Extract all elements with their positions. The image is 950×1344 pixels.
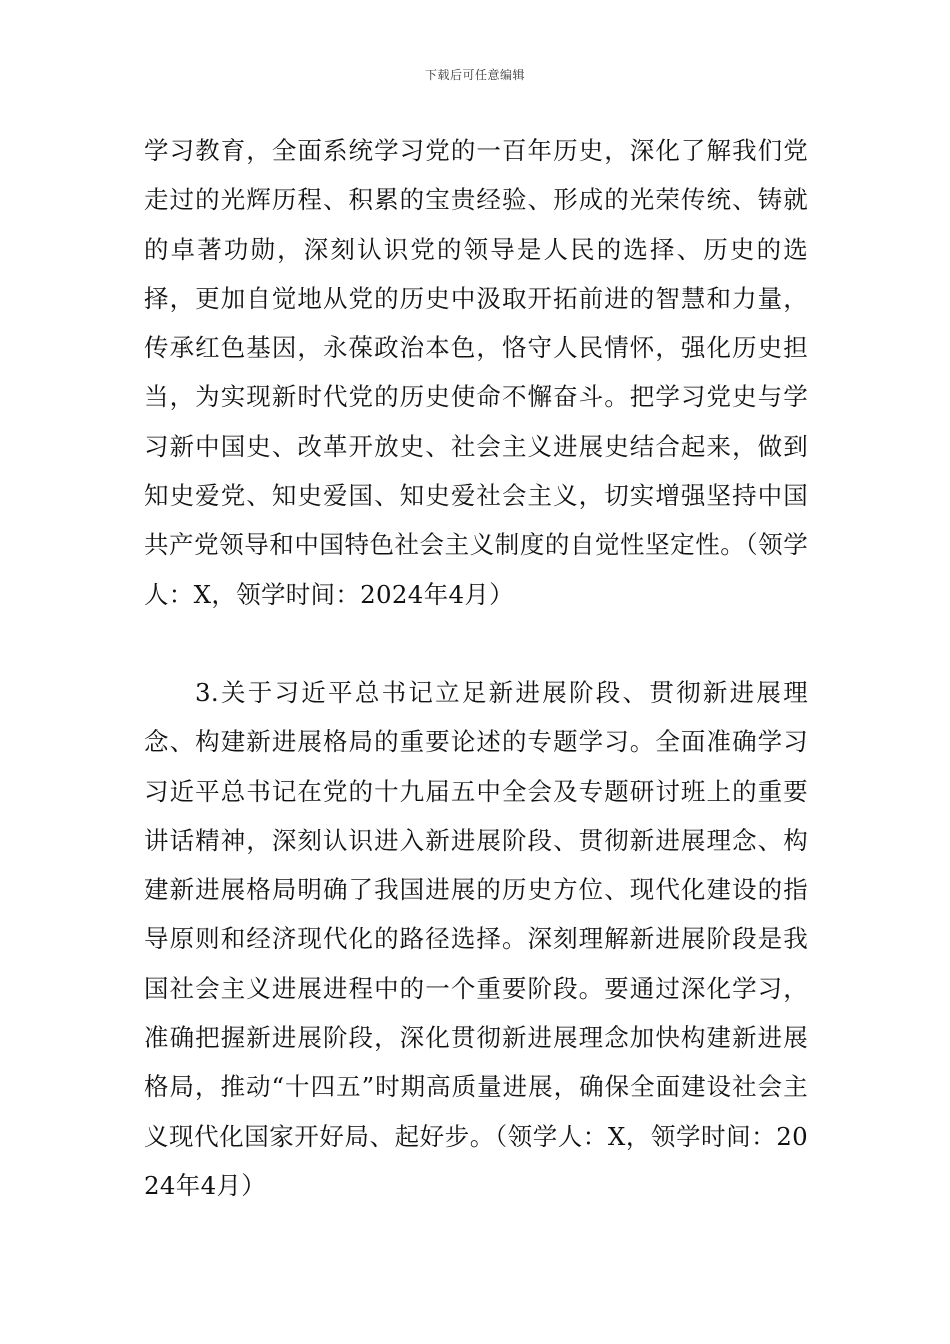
document-body: [144, 126, 808, 1210]
paragraph-item-3: 3.关于习近平总书记立足新进展阶段、贯彻新进展理念、构建新进展格局的重要论述的专题学习。全面准确学习习近平总书记在党的十九届五中全会及专题研讨班上的重要讲话精神，深刻认识进入新进展阶段、贯彻新进展理念、构建新进展格局明确了我国进展的历史方位、现代化建设的指导原则和经济现代化的路径选择。深刻理解新进展阶段是我国社会主义进展进程中的一个重要阶段。要通过深化学习，准确把握新进展阶段，深化贯彻新进展理念加快构建新进展格局，推动“十四五”时期高质量进展，确保全面建设社会主义现代化国家开好局、起好步。（领学人：X，领学时间：2024年4月）: [144, 677, 808, 1200]
paragraph-continuation: 学习教育，全面系统学习党的一百年历史，深化了解我们党走过的光辉历程、积累的宝贵经验、形成的光荣传统、铸就的卓著功勋，深刻认识党的领导是人民的选择、历史的选择，更加自觉地从党的历史中汲取开拓前进的智慧和力量，传承红色基因，永葆政治本色，恪守人民情怀，强化历史担当，为实现新时代党的历史使命不懈奋斗。把学习党史与学习新中国史、改革开放史、社会主义进展史结合起来，做到知史爱党、知史爱国、知史爱社会主义，切实增强坚持中国共产党领导和中国特色社会主义制度的自觉性坚定性。（领学人：X，领学时间：2024年4月）: [144, 136, 808, 609]
page-header: 下载后可任意编辑: [424, 68, 525, 82]
paragraph-spacer: [144, 619, 808, 668]
